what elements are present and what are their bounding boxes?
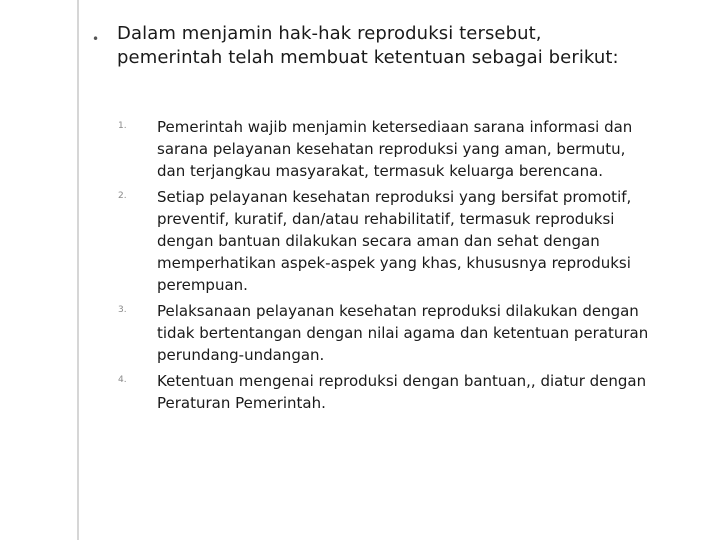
list-item-text: Setiap pelayanan kesehatan reproduksi yang bersifat promotif, preventif, kuratif, dan/atau rehabilitatif, termasuk reproduksi dengan bantuan dilakukan secara aman dan sehat dengan memperhatikan aspek-aspek yang khas, khususnya reproduksi perempuan. [157,188,632,294]
list-item-2 [118,186,683,296]
list-item-3 [118,300,683,366]
intro-text: Dalam menjamin hak-hak reproduksi tersebut, pemerintah telah membuat ketentuan sebagai berikut: [117,23,619,68]
list-item-number: 2. [118,191,127,201]
bullet-icon: • [92,32,100,46]
list-item-1 [118,116,683,182]
list-item-number: 3. [118,305,127,315]
list-item-number: 4. [118,375,127,385]
list-item-text: Pemerintah wajib menjamin ketersediaan sarana informasi dan sarana pelayanan kesehatan reproduksi yang aman, bermutu, dan terjangkau masyarakat, termasuk keluarga berencana. [157,118,633,180]
main-point [92,22,692,70]
left-divider-line [77,0,79,540]
list-item-text: Pelaksanaan pelayanan kesehatan reproduksi dilakukan dengan tidak bertentangan dengan nilai agama dan ketentuan peraturan perundang-undangan. [157,302,649,364]
numbered-list [118,116,683,418]
list-item-text: Ketentuan mengenai reproduksi dengan bantuan,, diatur dengan Peraturan Pemerintah. [157,372,647,412]
list-item-number: 1. [118,121,127,131]
list-item-4 [118,370,683,414]
